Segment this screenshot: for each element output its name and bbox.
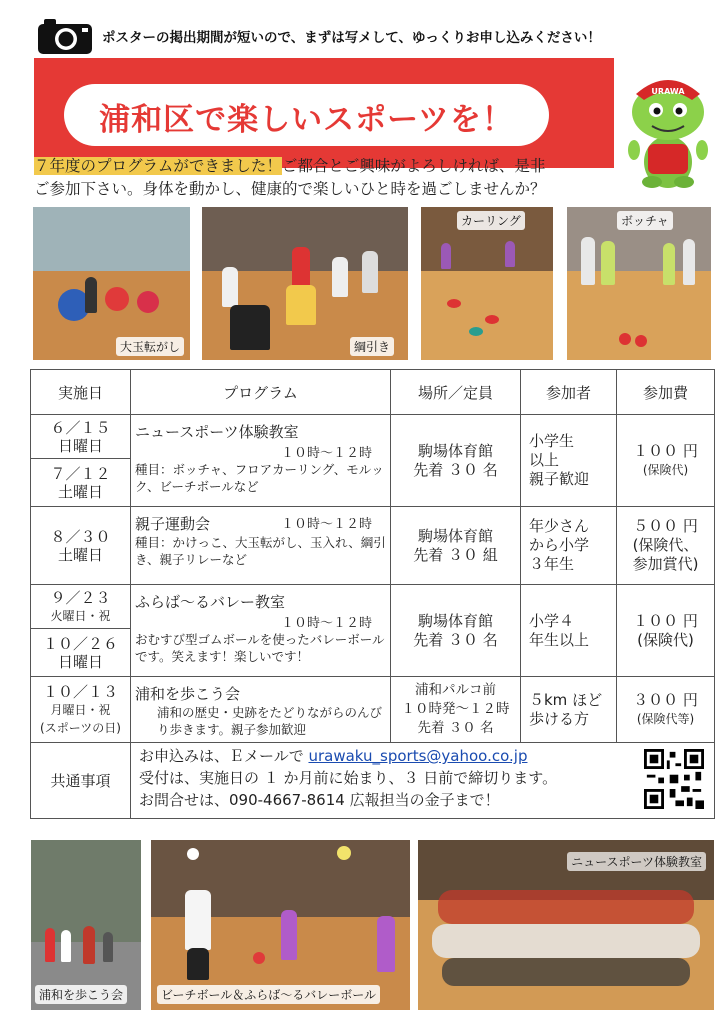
table-row bbox=[31, 585, 715, 629]
place-cell bbox=[391, 507, 521, 585]
table-row bbox=[31, 507, 715, 585]
date-text: ７／１２ bbox=[50, 464, 111, 483]
intro-line1-rest: ご都合とご興味がよろしければ、是非 bbox=[281, 157, 546, 175]
fee-note: 参加賞代) bbox=[632, 555, 699, 573]
fee-note: (保険代、 bbox=[632, 536, 699, 554]
fee-note: (保険代) bbox=[637, 630, 694, 649]
program-description: 浦和の歴史・史跡をたどりながらのんびり歩きます。親子参加歓迎 bbox=[157, 705, 383, 737]
place-text: 駒場体育館 bbox=[417, 611, 493, 630]
fee-note: (保険代等) bbox=[636, 711, 695, 726]
participants-text: 年少さん bbox=[529, 517, 590, 535]
weekday-text: 日曜日 bbox=[57, 436, 103, 455]
common-label: 共通事項 bbox=[31, 743, 131, 819]
program-cell bbox=[131, 415, 391, 507]
photo-caption: 綱引き bbox=[350, 337, 394, 356]
common-info-cell bbox=[131, 743, 715, 819]
application-line bbox=[139, 745, 710, 767]
fee-cell bbox=[617, 677, 715, 743]
photo-curling bbox=[421, 207, 553, 360]
weekday-text: 火曜日・祝 bbox=[50, 608, 111, 623]
time-text: １０時発～１２時 bbox=[401, 701, 510, 717]
date-text: １０／１３ bbox=[42, 682, 118, 701]
program-name: 親子運動会 bbox=[135, 515, 211, 533]
photo-caption: カーリング bbox=[457, 211, 525, 230]
capacity-text: 先着 ３０ 名 bbox=[417, 720, 494, 736]
application-text: お申込みは、Ｅメールで bbox=[139, 747, 304, 765]
capacity-text: 先着 ３０ 名 bbox=[413, 460, 498, 479]
participants-text: 以上 bbox=[529, 451, 560, 469]
participants-text: 親子歓迎 bbox=[529, 470, 590, 488]
date-cell bbox=[31, 585, 131, 629]
qr-code-icon[interactable] bbox=[644, 749, 704, 809]
place-cell bbox=[391, 677, 521, 743]
program-description: おむすび型ゴムボールを使ったバレーボールです。笑えます！楽しいです！ bbox=[135, 632, 385, 664]
capacity-text: 先着 ３０ 組 bbox=[413, 545, 498, 564]
photo-walking-event bbox=[31, 840, 141, 1010]
place-text: 駒場体育館 bbox=[417, 526, 493, 545]
page-title: 浦和区で楽しいスポーツを！ bbox=[99, 102, 514, 138]
date-text: ９／２３ bbox=[50, 588, 111, 607]
program-time: １０時～１２時 bbox=[280, 517, 372, 532]
participants-cell bbox=[521, 677, 617, 743]
program-name: ふらば～るバレー教室 bbox=[135, 593, 286, 611]
common-info-row bbox=[31, 743, 715, 819]
email-link[interactable]: urawaku_sports@yahoo.co.jp bbox=[308, 747, 528, 765]
weekday-text: 土曜日 bbox=[57, 482, 103, 501]
program-cell bbox=[131, 677, 391, 743]
participants-cell bbox=[521, 507, 617, 585]
fee-cell bbox=[617, 507, 715, 585]
notice-text: ポスターの掲出期間が短いので、まずは写メして、ゆっくりお申し込みください！ bbox=[102, 30, 601, 46]
intro-text bbox=[34, 155, 694, 201]
notice-bar bbox=[36, 14, 716, 58]
deadline-text: 受付は、実施日の １ か月前に始まり、３ 日前で締切ります。 bbox=[139, 769, 558, 787]
photo-caption: ボッチャ bbox=[617, 211, 673, 230]
participants-text: 歩ける方 bbox=[529, 709, 590, 728]
photo-caption: 浦和を歩こう会 bbox=[35, 985, 127, 1004]
photo-tug-of-war bbox=[202, 207, 408, 360]
photo-beach-ball-volley bbox=[151, 840, 410, 1010]
place-cell bbox=[391, 415, 521, 507]
participants-text: 年生以上 bbox=[529, 630, 590, 649]
table-row bbox=[31, 677, 715, 743]
header-place: 場所／定員 bbox=[391, 370, 521, 415]
fee-cell bbox=[617, 585, 715, 677]
photo-caption: ビーチボール＆ふらば～るバレーボール bbox=[157, 985, 380, 1004]
date-cell bbox=[31, 459, 131, 507]
weekday-text: 土曜日 bbox=[57, 545, 103, 564]
title-banner bbox=[34, 58, 614, 168]
fee-amount: １００ 円 bbox=[633, 441, 698, 460]
date-text: １０／２６ bbox=[42, 634, 118, 653]
photo-big-ball-rolling bbox=[33, 207, 190, 360]
header-participants: 参加者 bbox=[521, 370, 617, 415]
capacity-text: 先着 ３０ 名 bbox=[413, 630, 498, 649]
place-cell bbox=[391, 585, 521, 677]
photo-new-sports-group bbox=[418, 840, 714, 1010]
header-date: 実施日 bbox=[31, 370, 131, 415]
date-cell bbox=[31, 415, 131, 459]
program-cell bbox=[131, 585, 391, 677]
header-program: プログラム bbox=[131, 370, 391, 415]
intro-highlight: ７年度のプログラムができました！ bbox=[34, 157, 282, 175]
program-description: 種目：ボッチャ、フロアカーリング、モルック、ビーチボールなど bbox=[135, 462, 384, 494]
participants-text: ５km ほど bbox=[529, 690, 603, 709]
program-time: １０時～１２時 bbox=[280, 616, 372, 631]
mascot-badge-text: URAWA bbox=[651, 87, 685, 96]
place-text: 駒場体育館 bbox=[417, 441, 493, 460]
fee-cell bbox=[617, 415, 715, 507]
program-name-row bbox=[135, 513, 386, 534]
date-text: ８／３０ bbox=[50, 527, 111, 546]
participants-text: 小学４ bbox=[529, 611, 575, 630]
program-table bbox=[30, 369, 715, 819]
title-pill bbox=[64, 84, 549, 146]
participants-text: 小学生 bbox=[529, 432, 575, 450]
participants-text: ３年生 bbox=[529, 555, 575, 573]
table-header-row bbox=[31, 370, 715, 415]
contact-text: お問合せは、090-4667-8614 広報担当の金子まで！ bbox=[139, 791, 500, 809]
date-cell bbox=[31, 507, 131, 585]
holiday-note: (スポーツの日) bbox=[40, 720, 121, 735]
program-name: 浦和を歩こう会 bbox=[135, 685, 241, 703]
photo-caption: 大玉転がし bbox=[116, 337, 184, 356]
participants-cell bbox=[521, 415, 617, 507]
intro-line2: ご参加下さい。身体を動かし、健康的で楽しいひと時を過ごしませんか？ bbox=[34, 180, 546, 198]
weekday-text: 月曜日・祝 bbox=[50, 702, 111, 717]
participants-cell bbox=[521, 585, 617, 677]
program-name: ニュースポーツ体験教室 bbox=[135, 423, 299, 441]
participants-text: から小学 bbox=[529, 536, 590, 554]
date-cell bbox=[31, 629, 131, 677]
program-description: 種目：かけっこ、大玉転がし、玉入れ、綱引き、親子リレーなど bbox=[135, 535, 386, 567]
camera-icon bbox=[36, 16, 94, 56]
fee-amount: ５００ 円 bbox=[633, 517, 698, 535]
photo-boccia bbox=[567, 207, 711, 360]
place-text: 浦和パルコ前 bbox=[415, 682, 496, 698]
photo-caption: ニュースポーツ体験教室 bbox=[567, 852, 706, 871]
fee-note: (保険代) bbox=[642, 462, 689, 477]
date-text: ６／１５ bbox=[50, 418, 111, 437]
fee-amount: １００ 円 bbox=[633, 611, 698, 630]
table-row bbox=[31, 415, 715, 459]
date-cell bbox=[31, 677, 131, 743]
fee-amount: ３００ 円 bbox=[633, 690, 698, 709]
header-fee: 参加費 bbox=[617, 370, 715, 415]
weekday-text: 日曜日 bbox=[57, 652, 103, 671]
program-time: １０時～１２時 bbox=[280, 446, 372, 461]
program-cell bbox=[131, 507, 391, 585]
